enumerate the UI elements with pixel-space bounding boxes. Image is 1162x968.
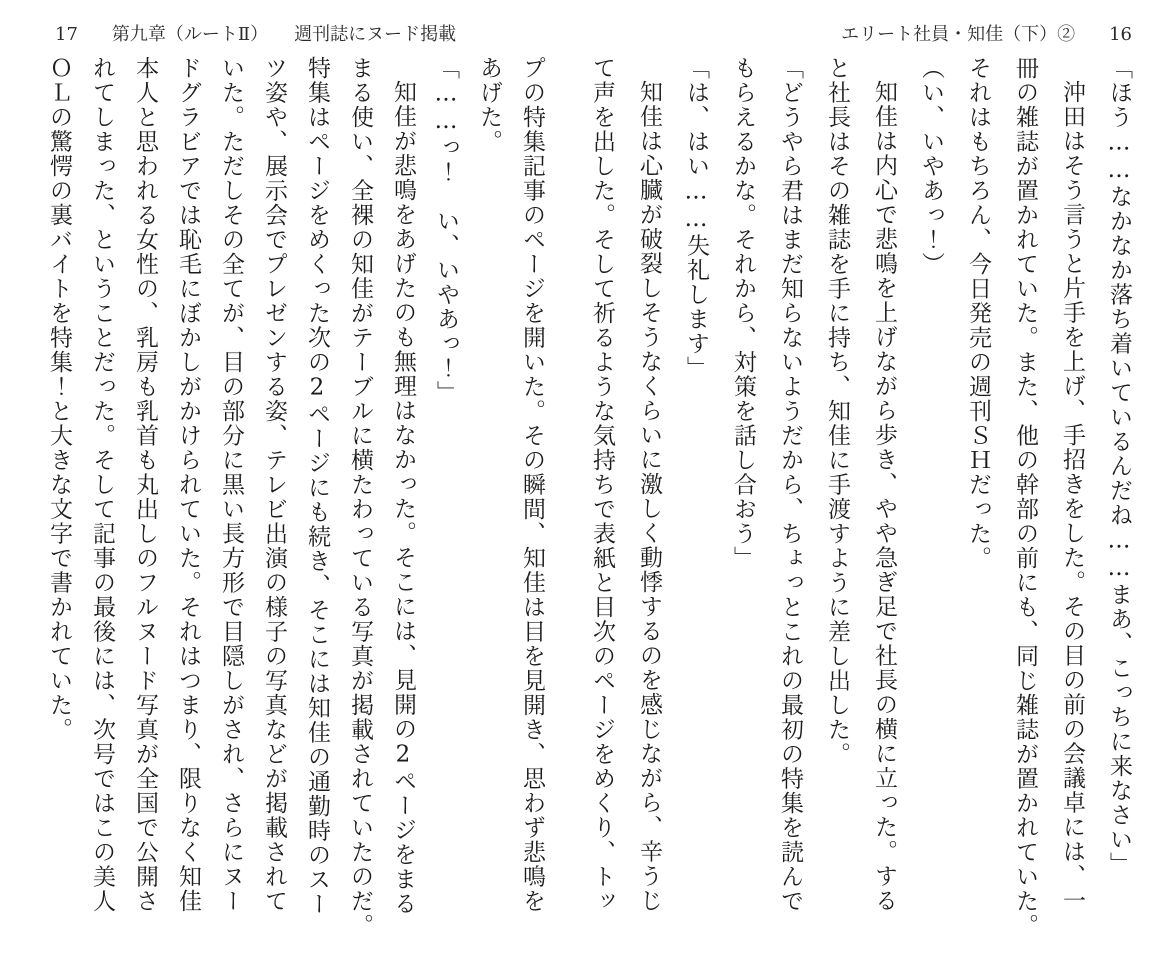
text-line: ドグラビアでは恥毛にぼかしがかけられていた。それはつまり、限りなく知佳 (175, 56, 201, 914)
text-line: て声を出した。そして祈るような気持ちで表紙と目次のページをめくり、トッ (589, 56, 615, 914)
text-line: 特集はページをめくった次の2ページにも続き、そこには知佳の通勤時のスー (304, 56, 330, 917)
text-line: 冊の雑誌が置かれていた。また、他の幹部の前にも、同じ雑誌が置かれていた。 (1012, 56, 1038, 938)
page-16-text (578, 56, 1142, 962)
section-title: 週刊誌にヌード掲載 (294, 24, 457, 45)
running-header (0, 20, 1162, 46)
text-line: れてしまった、ということだった。そして記事の最後には、次号ではこの美人 (89, 56, 115, 914)
header-right (841, 20, 1132, 46)
text-line: まる使い、全裸の知佳がテーブルに横たわっている写真が掲載されていたのだ。 (347, 56, 373, 938)
text-line: もらえるかな。それから、対策を話し合おう」 (730, 56, 756, 571)
text-line: いた。ただしその全てが、目の部分に黒い長方形で目隠しがされ、さらにヌー (218, 56, 244, 914)
text-line: （い、いやあっ！） (918, 56, 944, 277)
text-line: 本人と思われる女性の、乳房も乳首も丸出しのフルヌード写真が全国で公開さ (132, 56, 158, 914)
text-line: ＯＬの驚愕の裏バイトを特集！と大きな文字で書かれていた。 (46, 56, 72, 742)
page-spread (0, 56, 1162, 962)
page-16[interactable] (581, 56, 1162, 962)
text-line: あげた。 (476, 56, 502, 154)
page-17[interactable] (0, 56, 581, 962)
text-line: 「は、はい……失礼します」 (683, 56, 709, 381)
left-page-number: 17 (55, 24, 78, 45)
page-17-text (37, 56, 553, 962)
text-line: 「……っ！ い、いやあっ！」 (433, 56, 459, 405)
book-title: エリート社員・知佳（下）② (841, 24, 1076, 45)
text-line: 知佳は心臓が破裂しそうなくらいに激しく動悸するのを感じながら、辛うじ (636, 80, 662, 913)
text-line: プの特集記事のページを開いた。その瞬間、知佳は目を見開き、思わず悲鳴を (519, 56, 545, 914)
text-line: ツ姿や、展示会でプレゼンする姿、テレビ出演の様子の写真などが掲載されて (261, 56, 287, 914)
right-page-number: 16 (1109, 24, 1132, 45)
text-line: と社長はその雑誌を手に持ち、知佳に手渡すように差し出した。 (824, 56, 850, 767)
text-line: 沖田はそう言うと片手を上げ、手招きをした。その目の前の会議卓には、一 (1059, 80, 1085, 913)
chapter-label: 第九章（ルートⅡ） (111, 24, 269, 45)
text-line: 「どうやら君はまだ知らないようだから、ちょっとこれの最初の特集を読んで (777, 56, 803, 914)
text-line: それはもちろん、今日発売の週刊ＳＨだった。 (965, 56, 991, 571)
text-line: 知佳が悲鳴をあげたのも無理はなかった。そこには、見開の2ページをまる (390, 80, 416, 916)
text-line: 知佳は内心で悲鳴を上げながら歩き、やや急ぎ足で社長の横に立った。する (871, 80, 897, 913)
text-line: 「ほう……なかなか落ち着いているんだね……まあ、こっちに来なさい」 (1106, 56, 1132, 877)
header-left (55, 20, 456, 46)
